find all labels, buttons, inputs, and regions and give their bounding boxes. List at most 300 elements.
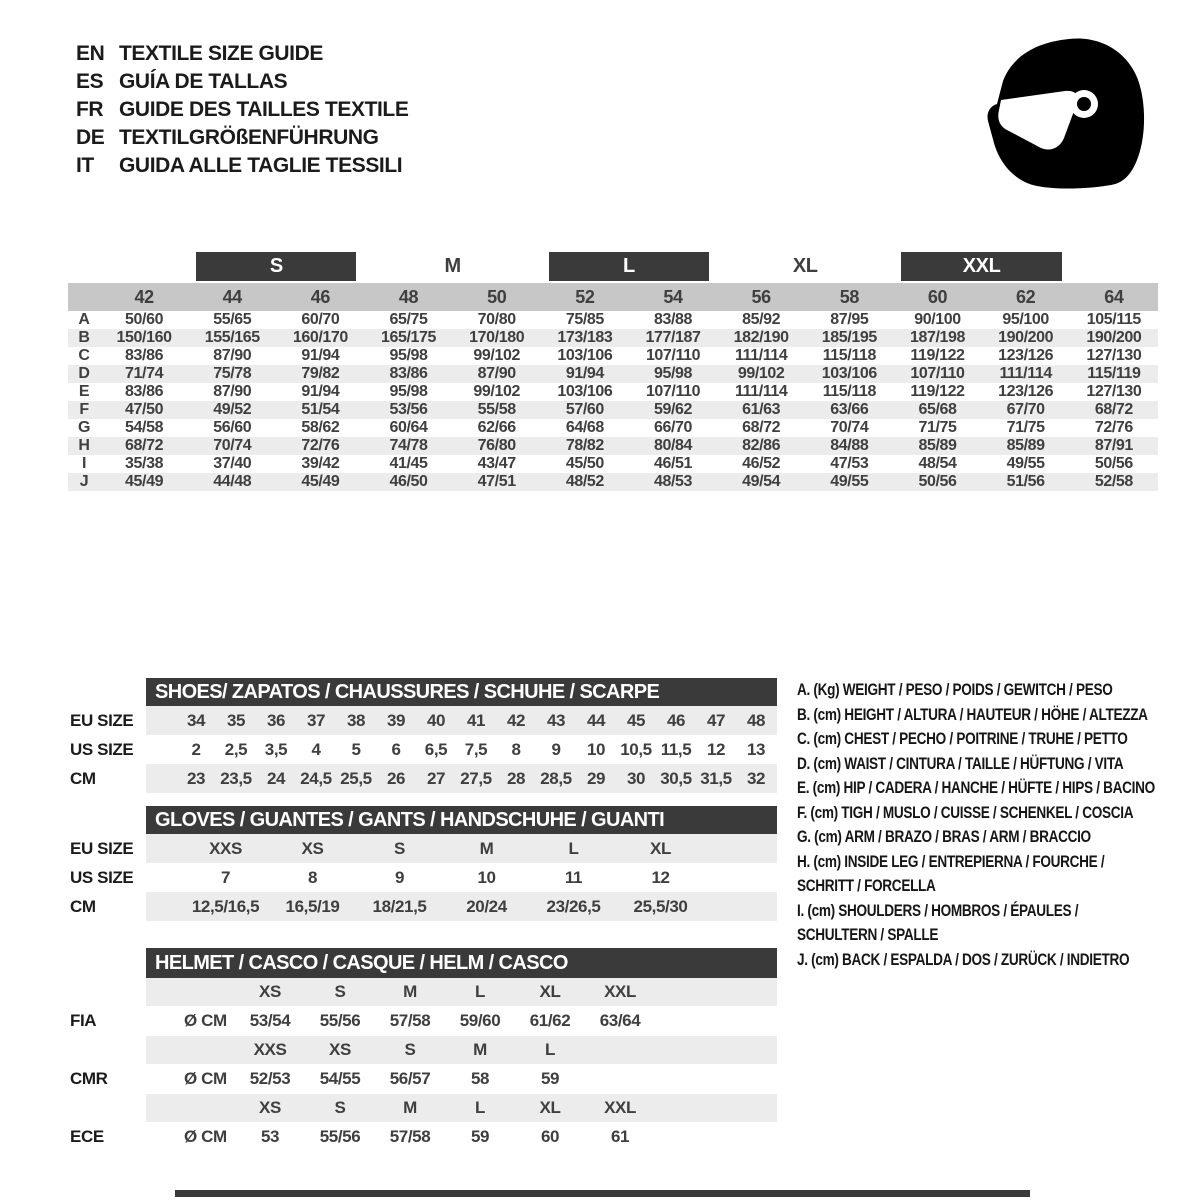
lead-spacer xyxy=(146,834,182,863)
measurement-cell: 46/52 xyxy=(742,455,781,472)
measurement-cell: 70/74 xyxy=(188,437,276,455)
measurement-cell: 95/98 xyxy=(389,347,428,364)
legend-item xyxy=(797,678,1200,703)
value-cell: 61/62 xyxy=(529,1011,571,1030)
language-title: GUÍA DE TALLAS xyxy=(119,70,288,93)
row-letter: C xyxy=(78,347,90,364)
measurement-cell: 111/114 xyxy=(734,347,788,364)
measurement-cell: 72/76 xyxy=(276,437,364,455)
measurement-cell: 45/49 xyxy=(276,473,364,491)
measurement-cell: 83/86 xyxy=(125,347,164,364)
value-cell: 55/56 xyxy=(319,1127,361,1146)
measurement-cell: 64/68 xyxy=(565,419,604,436)
legend-line-text: SCHRITT / FORCELLA xyxy=(797,876,936,895)
value-cell: 5 xyxy=(351,739,361,759)
helmet-size-row xyxy=(146,978,777,1006)
measurement-cell: 47/51 xyxy=(453,473,541,491)
measurement-cell: 49/54 xyxy=(717,473,805,491)
measurement-cell: 51/54 xyxy=(276,401,364,419)
measurement-cell: 35/38 xyxy=(125,455,164,472)
measurement-cell: 49/55 xyxy=(1006,455,1045,472)
shoes-section-header: SHOES/ ZAPATOS / CHAUSSURES / SCHUHE / SCARPE xyxy=(146,678,777,706)
gloves-table xyxy=(146,834,777,921)
lead-spacer xyxy=(146,764,176,793)
value-cell: 4 xyxy=(311,739,321,759)
size-cell: L xyxy=(445,1094,515,1122)
language-code: IT xyxy=(76,154,94,177)
value-cell: 48 xyxy=(736,706,776,735)
measurement-cell: 119/122 xyxy=(910,383,965,400)
measurement-row xyxy=(68,419,1158,437)
helmet-table xyxy=(146,978,777,1152)
size-group-label: S xyxy=(196,252,356,281)
helmet-value-row xyxy=(146,1006,777,1036)
measurement-cell: 78/82 xyxy=(541,437,629,455)
measurement-cell: 107/110 xyxy=(893,365,981,383)
size-cell: XXL xyxy=(585,1094,655,1122)
value-cell: 53 xyxy=(260,1127,280,1146)
side-spacer xyxy=(70,1094,146,1122)
measurement-cell: 50/56 xyxy=(1094,455,1133,472)
measurement-row xyxy=(68,329,1158,347)
helmet-value-row xyxy=(146,1122,777,1152)
value-cell: 23/26,5 xyxy=(530,892,617,921)
gloves-side-labels xyxy=(70,806,146,921)
value-cell: 9 xyxy=(394,867,405,887)
size-data-row xyxy=(146,863,777,892)
helmet-value-row xyxy=(146,1064,777,1094)
size-cell: M xyxy=(445,1036,515,1064)
legend-line-text: F. (cm) TIGH / MUSLO / CUISSE / SCHENKEL / COSCIA xyxy=(797,802,1134,822)
language-code: EN xyxy=(76,42,105,65)
value-cell: 31,5 xyxy=(696,764,736,793)
value-cell: 38 xyxy=(336,706,376,735)
value-cell: 11,5 xyxy=(660,739,692,759)
numeric-size-cell: 60 xyxy=(893,283,981,311)
size-group-cell xyxy=(188,252,364,283)
helmet-side-labels xyxy=(70,948,146,1152)
measurement-cell: 62/66 xyxy=(477,419,516,436)
measurement-cell: 107/110 xyxy=(645,347,701,364)
measurement-cell: 53/56 xyxy=(364,401,452,419)
measurement-cell: 48/54 xyxy=(918,455,957,472)
language-title-list xyxy=(76,40,408,180)
trail-spacer xyxy=(655,1064,777,1094)
row-unit-label: EU SIZE xyxy=(70,839,134,858)
measurement-cell: 95/100 xyxy=(1002,311,1049,328)
value-cell: L xyxy=(530,834,617,863)
legend-line-text: SCHULTERN / SPALLE xyxy=(797,925,939,944)
value-cell: 35 xyxy=(216,706,256,735)
legend-line-text: H. (cm) INSIDE LEG / ENTREPIERNA / FOURCHE / xyxy=(797,851,1105,871)
measurement-row xyxy=(68,365,1158,383)
numeric-size-cell: 56 xyxy=(717,283,805,311)
measurement-row xyxy=(68,455,1158,473)
measurement-cell: 58/62 xyxy=(301,419,340,436)
language-title: TEXTILE SIZE GUIDE xyxy=(119,42,323,65)
value-cell: 2 xyxy=(191,739,201,759)
legend-item xyxy=(797,703,1200,728)
value-cell: 37 xyxy=(296,706,336,735)
size-group-label: M xyxy=(444,255,461,277)
value-cell: S xyxy=(356,834,443,863)
measurement-cell: 37/40 xyxy=(213,455,252,472)
measurement-cell: 61/63 xyxy=(717,401,805,419)
row-letter: F xyxy=(68,401,100,419)
measurement-cell: 150/160 xyxy=(100,329,188,347)
measurement-cell: 87/90 xyxy=(453,365,541,383)
measurement-cell: 107/110 xyxy=(645,383,701,400)
side-spacer xyxy=(70,948,146,1006)
measurement-cell: 55/65 xyxy=(213,311,252,328)
measurement-cell: 83/86 xyxy=(125,383,164,400)
row-letter: B xyxy=(68,329,100,347)
value-cell: 63/64 xyxy=(599,1011,641,1030)
value-cell: 2,5 xyxy=(224,739,248,759)
value-cell: 58 xyxy=(470,1069,490,1088)
size-cell xyxy=(585,1036,655,1064)
measurement-cell: 87/90 xyxy=(213,347,252,364)
measurement-cell: 103/106 xyxy=(557,347,613,364)
row-letter: D xyxy=(68,365,100,383)
measurement-cell: 70/80 xyxy=(477,311,516,328)
measurement-cell: 65/68 xyxy=(893,401,981,419)
measurement-cell: 82/86 xyxy=(717,437,805,455)
size-group-label: XXL xyxy=(901,252,1061,281)
size-cell: XXL xyxy=(585,978,655,1006)
value-cell: 13 xyxy=(746,739,766,759)
value-cell: 12,5/16,5 xyxy=(182,892,269,921)
language-code: DE xyxy=(76,126,105,149)
helmet-table-block xyxy=(146,948,777,1152)
legend-item xyxy=(797,899,1200,948)
size-cell: XS xyxy=(235,978,305,1006)
value-cell: 27 xyxy=(416,764,456,793)
trail-spacer xyxy=(655,1094,777,1122)
size-data-row xyxy=(146,735,777,764)
measurement-cell: 76/80 xyxy=(453,437,541,455)
measurement-cell: 115/119 xyxy=(1070,365,1158,383)
measurement-cell: 57/60 xyxy=(541,401,629,419)
measurement-legend xyxy=(797,678,1200,972)
trail-spacer xyxy=(776,735,777,764)
measurement-cell: 160/170 xyxy=(276,329,364,347)
unit-spacer xyxy=(146,1094,235,1122)
measurement-cell: 91/94 xyxy=(301,347,340,364)
value-cell: 34 xyxy=(176,706,216,735)
measurement-cell: 74/78 xyxy=(364,437,452,455)
value-cell: 47 xyxy=(696,706,736,735)
size-data-row xyxy=(146,892,777,921)
value-cell: 3,5 xyxy=(264,739,288,759)
measurement-row xyxy=(68,311,1158,329)
trail-spacer xyxy=(704,834,777,863)
measurement-cell: 119/122 xyxy=(910,347,965,364)
value-cell: 24,5 xyxy=(296,764,336,793)
value-cell: 59 xyxy=(470,1127,490,1146)
shoes-table xyxy=(146,706,777,793)
value-cell: XL xyxy=(617,834,704,863)
legend-item xyxy=(797,825,1200,850)
measurement-cell: 190/200 xyxy=(982,329,1070,347)
numeric-size-cell: 52 xyxy=(541,283,629,311)
measurement-cell: 87/91 xyxy=(1070,437,1158,455)
measurement-cell: 127/130 xyxy=(1086,347,1142,364)
value-cell: 59 xyxy=(540,1069,560,1088)
measurement-cell: 49/52 xyxy=(188,401,276,419)
size-group-cell xyxy=(893,252,1069,283)
main-size-table xyxy=(68,252,1158,491)
legend-item xyxy=(797,948,1200,973)
measurement-cell: 70/74 xyxy=(830,419,869,436)
size-data-row xyxy=(146,764,777,793)
value-cell: M xyxy=(443,834,530,863)
row-letter: A xyxy=(78,311,90,328)
size-group-label: L xyxy=(549,252,709,281)
measurement-cell: 95/98 xyxy=(629,365,717,383)
size-cell: S xyxy=(305,978,375,1006)
gloves-size-section xyxy=(70,806,777,921)
size-cell: M xyxy=(375,978,445,1006)
row-unit-label: US SIZE xyxy=(70,868,134,887)
standard-label: ECE xyxy=(70,1127,104,1146)
value-cell: 30,5 xyxy=(656,764,696,793)
measurement-cell: 45/50 xyxy=(565,455,604,472)
numeric-size-cell: 44 xyxy=(188,283,276,311)
lead-spacer xyxy=(146,892,182,921)
measurement-cell: 46/50 xyxy=(364,473,452,491)
measurement-cell: 87/90 xyxy=(213,383,252,400)
language-code: FR xyxy=(76,98,104,121)
size-group-label: XL xyxy=(792,255,818,277)
size-cell: L xyxy=(515,1036,585,1064)
size-cell: XL xyxy=(515,978,585,1006)
value-cell: 10 xyxy=(586,739,606,759)
unit-label: Ø CM xyxy=(184,1127,227,1146)
measurement-row xyxy=(68,437,1158,455)
value-cell: 11 xyxy=(564,867,583,887)
value-cell: 29 xyxy=(576,764,616,793)
legend-line-text: I. (cm) SHOULDERS / HOMBROS / ÉPAULES / xyxy=(797,900,1079,920)
measurement-cell: 43/47 xyxy=(477,455,516,472)
language-row xyxy=(76,40,408,68)
value-cell: 43 xyxy=(536,706,576,735)
value-cell: 12 xyxy=(706,739,726,759)
row-unit-label: EU SIZE xyxy=(70,711,134,730)
numeric-size-cell: 50 xyxy=(453,283,541,311)
measurement-cell: 39/42 xyxy=(301,455,340,472)
size-data-row xyxy=(146,706,777,735)
measurement-cell: 84/88 xyxy=(805,437,893,455)
measurement-cell: 50/60 xyxy=(125,311,164,328)
trail-spacer xyxy=(655,978,777,1006)
measurement-cell: 44/48 xyxy=(188,473,276,491)
helmet-size-section xyxy=(70,948,777,1152)
measurement-cell: 85/89 xyxy=(982,437,1070,455)
legend-item xyxy=(797,850,1200,899)
legend-item xyxy=(797,727,1200,752)
language-title: GUIDA ALLE TAGLIE TESSILI xyxy=(119,154,403,177)
measurement-cell: 46/51 xyxy=(653,455,693,472)
trail-spacer xyxy=(776,764,777,793)
value-cell: 42 xyxy=(496,706,536,735)
language-row xyxy=(76,68,408,96)
shoes-side-labels xyxy=(70,678,146,793)
measurement-cell: 50/56 xyxy=(893,473,981,491)
measurement-cell: 155/165 xyxy=(188,329,276,347)
trail-spacer xyxy=(704,892,777,921)
measurement-row xyxy=(68,383,1158,401)
value-cell: 8 xyxy=(511,739,521,759)
value-cell: 6 xyxy=(391,739,401,759)
measurement-cell: 83/88 xyxy=(653,311,693,328)
value-cell: 12 xyxy=(651,867,670,887)
row-letter: J xyxy=(68,473,100,491)
size-data-row xyxy=(146,834,777,863)
value-cell: 10,5 xyxy=(620,739,652,759)
size-cell: S xyxy=(375,1036,445,1064)
legend-line-text: G. (cm) ARM / BRAZO / BRAS / ARM / BRACCIO xyxy=(797,827,1091,846)
legend-line-text: E. (cm) HIP / CADERA / HANCHE / HÜFTE / HIPS / BACINO xyxy=(797,778,1155,797)
size-cell: XXS xyxy=(235,1036,305,1064)
value-cell: 23,5 xyxy=(216,764,256,793)
measurement-cell: 52/58 xyxy=(1070,473,1158,491)
measurement-cell: 75/78 xyxy=(188,365,276,383)
value-cell: 39 xyxy=(376,706,416,735)
unit-label: Ø CM xyxy=(184,1069,227,1088)
numeric-size-cell: 42 xyxy=(100,283,188,311)
measurement-cell: 187/198 xyxy=(893,329,981,347)
gloves-section-header: GLOVES / GUANTES / GANTS / HANDSCHUHE / GUANTI xyxy=(146,806,777,834)
measurement-cell: 66/70 xyxy=(653,419,693,436)
measurement-cell: 190/200 xyxy=(1070,329,1158,347)
value-cell: 7,5 xyxy=(464,739,488,759)
value-cell: 26 xyxy=(376,764,416,793)
language-title: TEXTILGRÖßENFÜHRUNG xyxy=(119,126,379,149)
trail-spacer xyxy=(655,1006,777,1036)
measurement-cell: 65/75 xyxy=(389,311,428,328)
helmet-icon xyxy=(983,33,1155,193)
measurement-cell: 95/98 xyxy=(389,383,428,400)
helmet-section-header: HELMET / CASCO / CASQUE / HELM / CASCO xyxy=(146,948,777,978)
size-cell: XS xyxy=(235,1094,305,1122)
unit-spacer xyxy=(146,978,235,1006)
row-unit-label: CM xyxy=(70,769,96,788)
value-cell: 56/57 xyxy=(389,1069,431,1088)
value-cell: 20/24 xyxy=(443,892,530,921)
lead-spacer xyxy=(146,706,176,735)
measurement-cell: 91/94 xyxy=(301,383,340,400)
measurement-cell: 47/53 xyxy=(830,455,869,472)
bottom-partial-bar xyxy=(175,1190,1030,1197)
measurement-cell: 103/106 xyxy=(557,383,613,400)
measurement-cell: 165/175 xyxy=(364,329,452,347)
measurement-row xyxy=(68,401,1158,419)
value-cell: 41 xyxy=(456,706,496,735)
measurement-cell: 79/82 xyxy=(276,365,364,383)
header-spacer xyxy=(68,252,188,283)
size-cell: XS xyxy=(305,1036,375,1064)
measurement-cell: 83/86 xyxy=(364,365,452,383)
header-spacer xyxy=(1070,252,1158,283)
language-code: ES xyxy=(76,70,104,93)
measurement-cell: 51/56 xyxy=(982,473,1070,491)
numeric-size-cell: 64 xyxy=(1070,283,1158,311)
legend-line-text: C. (cm) CHEST / PECHO / POITRINE / TRUHE / PETTO xyxy=(797,729,1128,748)
value-cell: 23 xyxy=(176,764,216,793)
trail-spacer xyxy=(704,863,777,892)
row-unit-label: CM xyxy=(70,897,96,916)
value-cell: 60 xyxy=(540,1127,560,1146)
value-cell: 52/53 xyxy=(249,1069,291,1088)
legend-line-text: J. (cm) BACK / ESPALDA / DOS / ZURÜCK / INDIETRO xyxy=(797,949,1130,969)
measurement-cell: 60/64 xyxy=(389,419,428,436)
shoes-size-section xyxy=(70,678,777,793)
size-cell: XL xyxy=(515,1094,585,1122)
row-letter: E xyxy=(78,383,90,400)
row-label-spacer xyxy=(68,283,100,311)
measurement-cell: 54/58 xyxy=(125,419,164,436)
measurement-cell: 111/114 xyxy=(982,365,1070,383)
value-cell: 44 xyxy=(576,706,616,735)
language-row xyxy=(76,124,408,152)
measurement-cell: 68/72 xyxy=(742,419,781,436)
size-group-cell xyxy=(717,252,893,283)
value-cell: 28 xyxy=(496,764,536,793)
measurement-cell: 115/118 xyxy=(822,383,876,400)
value-cell: 18/21,5 xyxy=(356,892,443,921)
measurement-cell: 103/106 xyxy=(805,365,893,383)
measurement-cell: 59/62 xyxy=(629,401,717,419)
measurement-cell: 123/126 xyxy=(998,383,1054,400)
numeric-size-cell: 46 xyxy=(276,283,364,311)
numeric-size-cell: 54 xyxy=(629,283,717,311)
measurement-cell: 170/180 xyxy=(453,329,541,347)
language-row xyxy=(76,152,408,180)
measurement-cell: 71/74 xyxy=(100,365,188,383)
value-cell: 10 xyxy=(477,867,496,887)
shoes-table-block xyxy=(146,678,777,793)
value-cell: XS xyxy=(269,834,356,863)
numeric-size-cell: 62 xyxy=(982,283,1070,311)
legend-line-text: A. (Kg) WEIGHT / PESO / POIDS / GEWITCH / PESO xyxy=(797,680,1113,699)
lead-spacer xyxy=(146,863,182,892)
side-spacer xyxy=(70,678,146,706)
measurement-cell: 49/55 xyxy=(805,473,893,491)
measurement-cell: 85/89 xyxy=(893,437,981,455)
helmet-size-row xyxy=(146,1036,777,1064)
measurement-cell: 68/72 xyxy=(1070,401,1158,419)
size-cell: S xyxy=(305,1094,375,1122)
trail-spacer xyxy=(655,1122,777,1152)
legend-line-text: D. (cm) WAIST / CINTURA / TAILLE / HÜFTUNG / VITA xyxy=(797,753,1124,773)
value-cell: 28,5 xyxy=(536,764,576,793)
measurement-cell: 63/66 xyxy=(805,401,893,419)
row-letter: I xyxy=(81,455,87,472)
size-group-cell xyxy=(541,252,717,283)
value-cell: 45 xyxy=(616,706,656,735)
value-cell: 59/60 xyxy=(459,1011,501,1030)
measurement-cell: 185/195 xyxy=(805,329,893,347)
size-cell: M xyxy=(375,1094,445,1122)
lead-spacer xyxy=(146,735,176,764)
measurement-cell: 67/70 xyxy=(982,401,1070,419)
value-cell: 32 xyxy=(736,764,776,793)
measurement-cell: 47/50 xyxy=(100,401,188,419)
numeric-size-cell: 58 xyxy=(805,283,893,311)
value-cell: 57/58 xyxy=(389,1127,431,1146)
row-letter: H xyxy=(68,437,100,455)
